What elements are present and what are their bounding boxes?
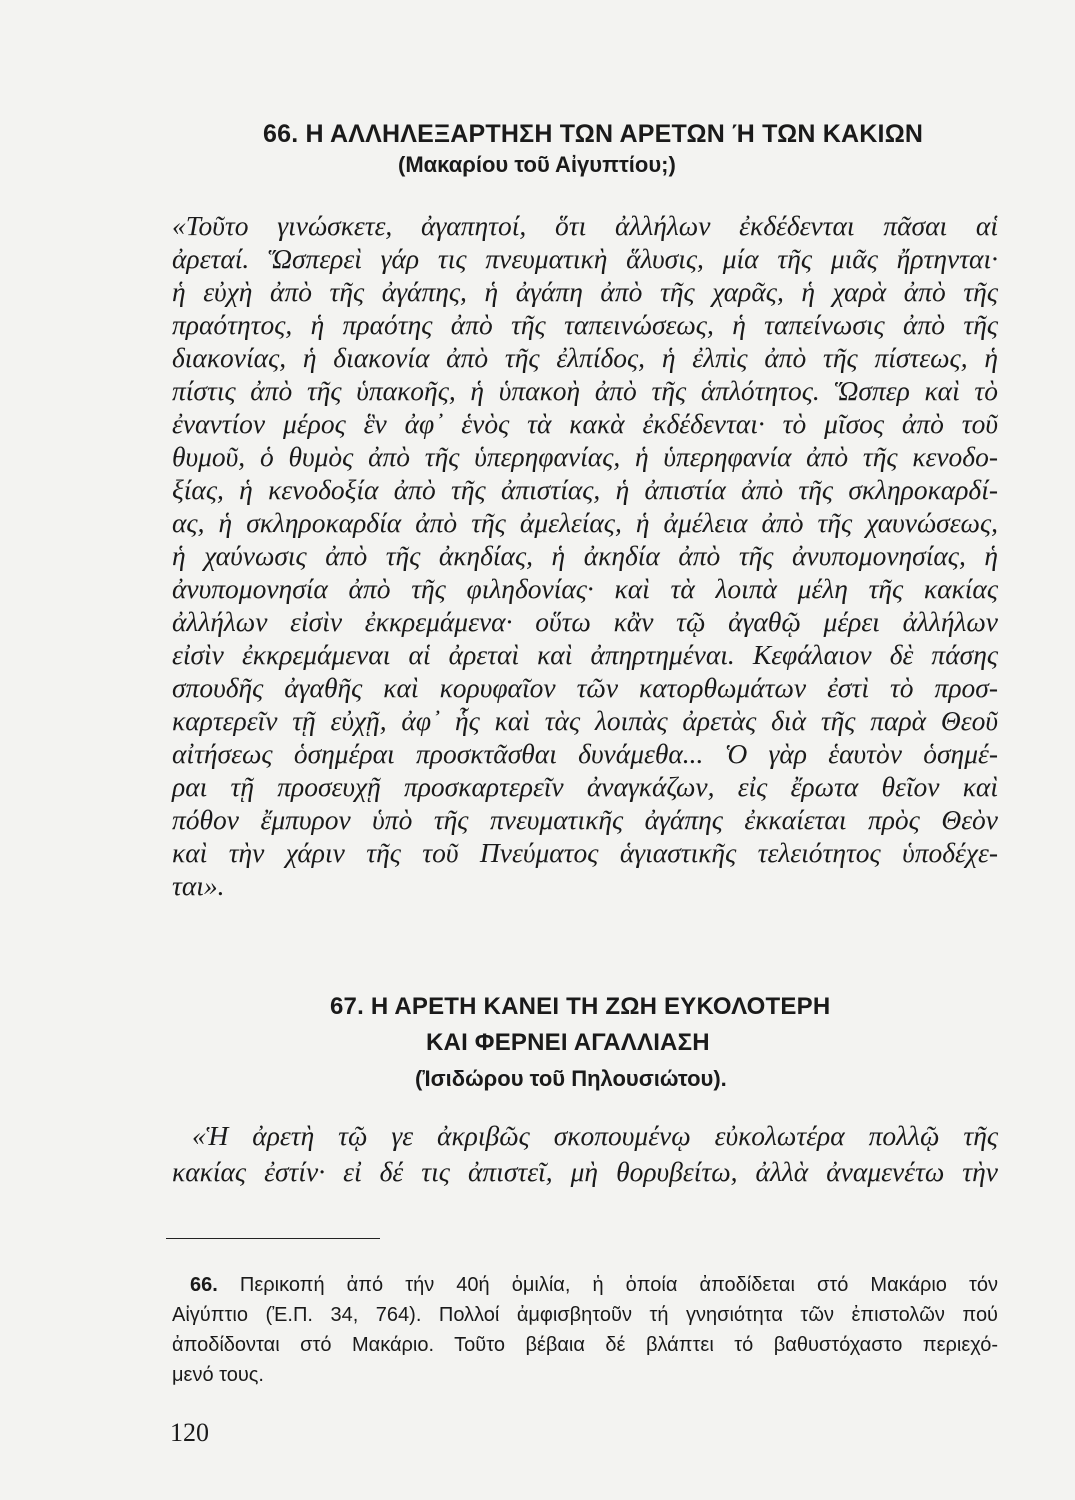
- body-line: ραι τῇ προσευχῇ προσκαρτερεῖν ἀναγκάζων, εἰς ἔρωτα θεῖον καὶ: [172, 771, 998, 802]
- section-66-attribution: (Μακαρίου τοῦ Αἰγυπτίου;): [398, 152, 676, 177]
- body-line: καὶ τὴν χάριν τῆς τοῦ Πνεύματος ἁγιαστικῆς τελειότητος ὑποδέχε-: [172, 837, 998, 868]
- body-line: ἡ εὐχὴ ἀπὸ τῆς ἀγάπης, ἡ ἀγάπη ἀπὸ τῆς χαρᾶς, ἡ χαρὰ ἀπὸ τῆς: [172, 276, 998, 307]
- footnote-line: [190, 1272, 998, 1298]
- body-line: σπουδῆς ἀγαθῆς καὶ κορυφαῖον τῶν κατορθωμάτων ἐστὶ τὸ προσ-: [172, 672, 998, 703]
- body-line: ἀλλήλων εἰσὶν ἐκκρεμάμενα· οὕτω κἂν τῷ ἀγαθῷ μέρει ἀλλήλων: [172, 606, 998, 637]
- body-line: αἰτήσεως ὁσημέραι προσκτᾶσθαι δυνάμεθα... Ὁ γὰρ ἑαυτὸν ὁσημέ-: [172, 738, 998, 769]
- body-line: διακονίας, ἡ διακονία ἀπὸ τῆς ἐλπίδος, ἡ ἐλπὶς ἀπὸ τῆς πίστεως, ἡ: [172, 342, 998, 373]
- body-line: ας, ἡ σκληροκαρδία ἀπὸ τῆς ἀμελείας, ἡ ἀμέλεια ἀπὸ τῆς χαυνώσεως,: [172, 507, 998, 538]
- footnote-separator: [166, 1238, 380, 1239]
- section-66-title: 66. Η ΑΛΛΗΛΕΞΑΡΤΗΣΗ ΤΩΝ ΑΡΕΤΩΝ Ή ΤΩΝ ΚΑΚΙΩΝ: [263, 120, 924, 148]
- body-line: κακίας ἐστίν· εἰ δέ τις ἀπιστεῖ, μὴ θορυβείτω, ἀλλὰ ἀναμενέτω τὴν: [172, 1156, 998, 1187]
- page-number: 120: [170, 1418, 209, 1447]
- body-line: πίστις ἀπὸ τῆς ὑπακοῆς, ἡ ὑπακοὴ ἀπὸ τῆς ἁπλότητος. Ὥσπερ καὶ τὸ: [172, 375, 998, 406]
- body-line: ξίας, ἡ κενοδοξία ἀπὸ τῆς ἀπιστίας, ἡ ἀπιστία ἀπὸ τῆς σκληροκαρδί-: [172, 474, 998, 505]
- body-line: θυμοῦ, ὁ θυμὸς ἀπὸ τῆς ὑπερηφανίας, ἡ ὑπερηφανία ἀπὸ τῆς κενοδο-: [172, 441, 998, 472]
- body-line: ἀρεταί. Ὥσπερεὶ γάρ τις πνευματικὴ ἅλυσις, μία τῆς μιᾶς ἤρτηνται·: [172, 243, 998, 274]
- body-line: πόθον ἔμπυρον ὑπὸ τῆς πνευματικῆς ἀγάπης ἐκκαίεται πρὸς Θεὸν: [172, 804, 998, 835]
- footnote-line: μενό τους.: [172, 1364, 264, 1386]
- body-line: ται».: [172, 870, 225, 901]
- footnote-line: ἀποδίδονται στό Μακάριο. Τοῦτο βέβαια δέ βλάπτει τό βαθυστόχαστο περιεχό-: [172, 1334, 998, 1356]
- body-line: ἀνυπομονησία ἀπὸ τῆς φιληδονίας· καὶ τὰ λοιπὰ μέλη τῆς κακίας: [172, 573, 998, 604]
- body-line: ἡ χαύνωσις ἀπὸ τῆς ἀκηδίας, ἡ ἀκηδία ἀπὸ τῆς ἀνυπομονησίας, ἡ: [172, 540, 998, 571]
- body-line: ἐναντίον μέρος ἓν ἀφ᾽ ἑνὸς τὰ κακὰ ἐκδέδενται· τὸ μῖσος ἀπὸ τοῦ: [172, 408, 998, 439]
- section-67-title-line2: ΚΑΙ ΦΕΡΝΕΙ ΑΓΑΛΛΙΑΣΗ: [426, 1029, 710, 1056]
- body-line: καρτερεῖν τῇ εὐχῇ, ἀφ᾽ ἧς καὶ τὰς λοιπὰς ἀρετὰς διὰ τῆς παρὰ Θεοῦ: [172, 705, 998, 736]
- body-line: εἰσὶν ἐκκρεμάμεναι αἱ ἀρεταὶ καὶ ἀπηρτημέναι. Κεφάλαιον δὲ πάσης: [172, 639, 998, 670]
- section-67-attribution: (Ἰσιδώρου τοῦ Πηλουσιώτου).: [415, 1066, 727, 1091]
- body-line: «Ἡ ἀρετὴ τῷ γε ἀκριβῶς σκοπουμένῳ εὐκολωτέρα πολλῷ τῆς: [192, 1120, 998, 1151]
- footnote-line: Αἰγύπτιο (Ἐ.Π. 34, 764). Πολλοί ἀμφισβητοῦν τή γνησιότητα τῶν ἐπιστολῶν πού: [172, 1304, 998, 1326]
- body-line: πραότητος, ἡ πραότης ἀπὸ τῆς ταπεινώσεως, ἡ ταπείνωσις ἀπὸ τῆς: [172, 309, 998, 340]
- section-67-title-line1: 67. Η ΑΡΕΤΗ ΚΑΝΕΙ ΤΗ ΖΩΗ ΕΥΚΟΛΟΤΕΡΗ: [330, 993, 831, 1020]
- footnote-number: 66.: [190, 1274, 218, 1296]
- body-line: «Τοῦτο γινώσκετε, ἀγαπητοί, ὅτι ἀλλήλων ἐκδέδενται πᾶσαι αἱ: [172, 210, 998, 241]
- footnote-text: Περικοπή ἀπό τήν 40ή ὁμιλία, ἡ ὁποία ἀποδίδεται στό Μακάριο τόν: [239, 1274, 998, 1296]
